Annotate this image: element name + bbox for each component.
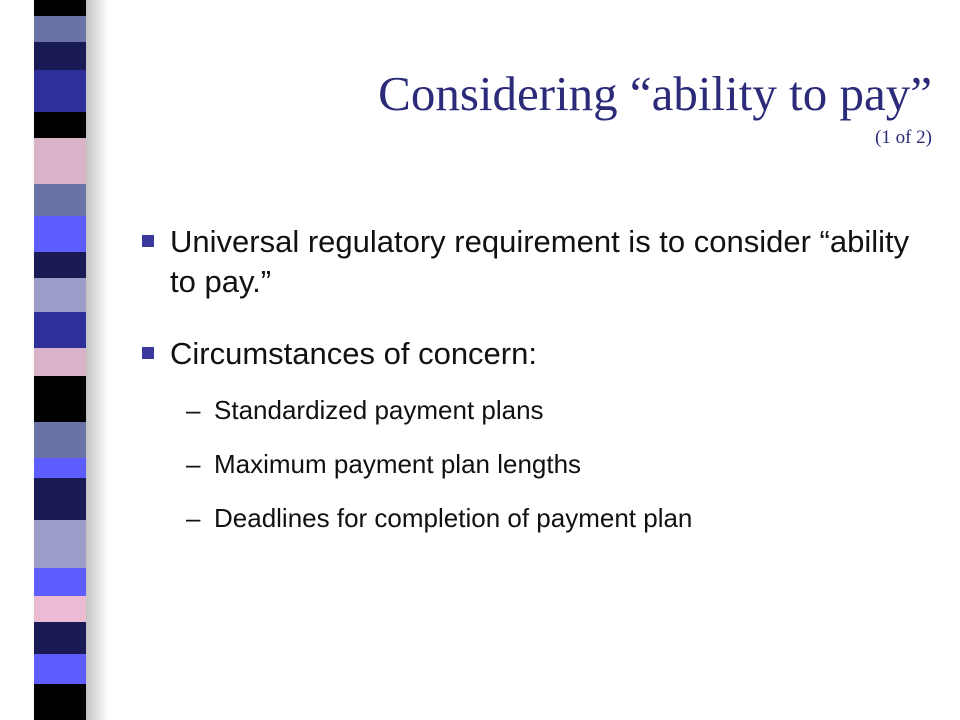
color-block [34, 0, 86, 16]
dash-marker: – [186, 395, 201, 425]
color-block [34, 458, 86, 478]
color-block [34, 596, 86, 622]
bullet-text: Circumstances of concern: [170, 336, 537, 371]
color-block [34, 252, 86, 278]
color-block [34, 684, 86, 720]
bullet-square-icon [142, 235, 154, 247]
color-block [34, 422, 86, 458]
color-block-column [34, 0, 86, 720]
color-block [34, 568, 86, 596]
color-block [34, 16, 86, 42]
color-block [34, 278, 86, 312]
bullet-square-icon [142, 347, 154, 359]
color-block [34, 70, 86, 112]
color-block [34, 520, 86, 568]
color-block [34, 216, 86, 252]
bullet-text: Universal regulatory requirement is to consider “ability to pay.” [170, 224, 910, 299]
color-block [34, 184, 86, 216]
sub-bullet-text: Standardized payment plans [214, 395, 544, 425]
dash-marker: – [186, 449, 201, 479]
color-block [34, 622, 86, 654]
slide-subtitle: (1 of 2) [875, 127, 932, 148]
color-block [34, 348, 86, 376]
color-block [34, 312, 86, 348]
title-block [110, 64, 932, 150]
color-block [34, 654, 86, 684]
color-block [34, 42, 86, 70]
slide-title: Considering “ability to pay” [378, 66, 932, 121]
color-block [34, 376, 86, 422]
sub-bullet-text: Deadlines for completion of payment plan [214, 503, 693, 533]
color-block [34, 138, 86, 184]
bullet-item [142, 334, 910, 374]
decorative-left-strip [0, 0, 108, 720]
color-block [34, 112, 86, 138]
dash-marker: – [186, 503, 201, 533]
sub-bullet-item [186, 394, 544, 426]
sub-bullet-item [186, 448, 581, 480]
sub-bullet-item [186, 502, 692, 534]
sub-bullet-text: Maximum payment plan lengths [214, 449, 582, 479]
color-block [34, 478, 86, 520]
bullet-item [142, 222, 910, 302]
